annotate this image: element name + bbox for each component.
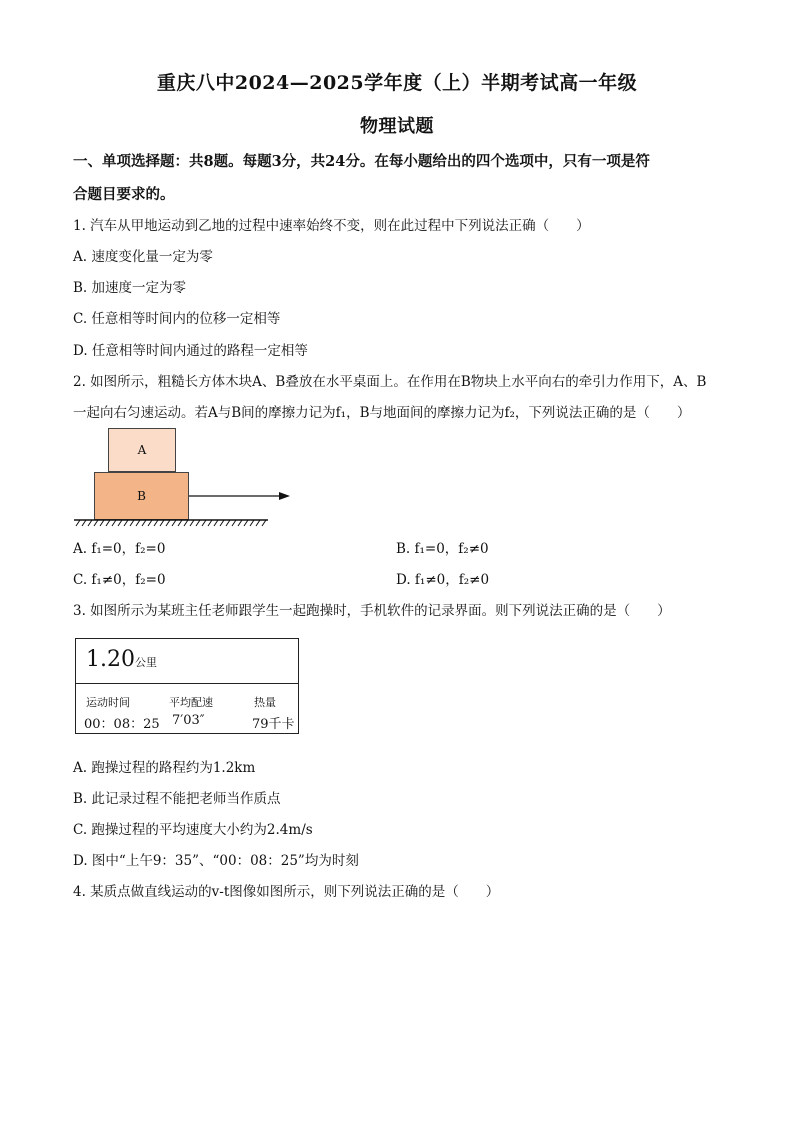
block-a (108, 428, 176, 472)
label-exercise-time: 运动时间 (86, 696, 130, 709)
q2-option-b: B. f₁=0，f₂≠0 (396, 541, 489, 557)
block-b-label: B (137, 489, 146, 503)
subject-title: 物理试题 (360, 116, 434, 137)
q1-option-d: D. 任意相等时间内通过的路程一定相等 (73, 343, 308, 359)
value-average-pace: 7′03″ (172, 713, 205, 728)
distance-readout (86, 647, 157, 672)
q1-option-a: A. 速度变化量一定为零 (73, 249, 213, 265)
block-a-label: A (137, 443, 147, 457)
q2-option-d: D. f₁≠0，f₂≠0 (396, 572, 490, 588)
distance-value: 1.20 (86, 647, 135, 672)
ground-and-force-arrow (70, 488, 300, 530)
panel-divider (76, 683, 298, 684)
q3-option-b: B. 此记录过程不能把老师当作质点 (73, 791, 281, 807)
question-1-stem: 1. 汽车从甲地运动到乙地的过程中速率始终不变，则在此过程中下列说法正确（ ） (73, 218, 590, 234)
section-heading-line2: 合题目要求的。 (73, 186, 175, 203)
q3-option-d: D. 图中“上午9：35”、“00：08：25”均为时刻 (73, 853, 359, 869)
q2-option-c: C. f₁≠0，f₂=0 (73, 572, 166, 588)
exam-title: 重庆八中2024—2025学年度（上）半期考试高一年级 (156, 72, 638, 94)
value-calories: 79千卡 (252, 717, 295, 732)
q3-option-a: A. 跑操过程的路程约为1.2km (73, 760, 256, 776)
distance-unit: 公里 (134, 656, 157, 669)
label-average-pace: 平均配速 (169, 696, 213, 709)
value-exercise-time: 00：08：25 (84, 717, 160, 732)
q1-option-b: B. 加速度一定为零 (73, 280, 187, 296)
question-2-stem-line2: 一起向右匀速运动。若A与B间的摩擦力记为f₁，B与地面间的摩擦力记为f₂，下列说法正确的是（ ） (73, 405, 691, 421)
q1-option-c: C. 任意相等时间内的位移一定相等 (73, 311, 281, 327)
label-calories: 热量 (254, 696, 276, 709)
question-2-stem-line1: 2. 如图所示，粗糙长方体木块A、B叠放在水平桌面上。在作用在B物块上水平向右的牵引力作用下，A、B (73, 374, 707, 390)
q2-option-a: A. f₁=0，f₂=0 (73, 541, 166, 557)
question-3-stem: 3. 如图所示为某班主任老师跟学生一起跑操时，手机软件的记录界面。则下列说法正确的是（ ） (73, 603, 671, 619)
question-4-stem: 4. 某质点做直线运动的v-t图像如图所示，则下列说法正确的是（ ） (73, 884, 500, 900)
q3-option-c: C. 跑操过程的平均速度大小约为2.4m/s (73, 822, 313, 838)
force-arrow-icon (189, 492, 290, 500)
section-heading-line1: 一、单项选择题：共8题。每题3分，共24分。在每小题给出的四个选项中，只有一项是符 (73, 153, 650, 170)
running-app-record-panel (75, 638, 299, 734)
ground-hatch-icon (74, 520, 268, 526)
